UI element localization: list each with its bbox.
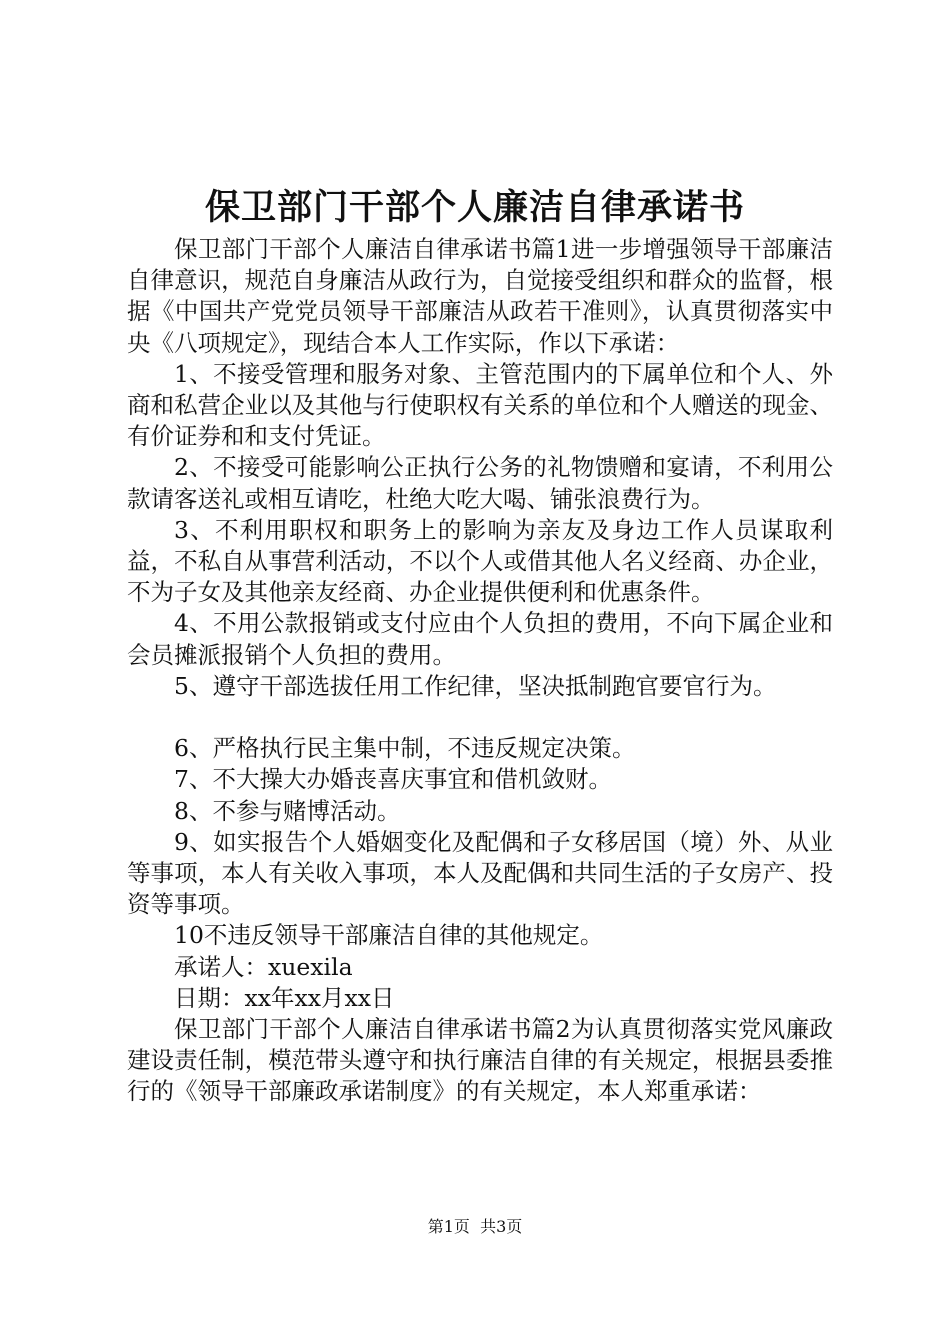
paragraph-part-2-intro: 保卫部门干部个人廉洁自律承诺书篇2为认真贯彻落实党风廉政建设责任制，模范带头遵守和执行廉洁自律的有关规定，根据县委推行的《领导干部廉政承诺制度》的有关规定，本人郑重承诺： <box>127 1015 833 1106</box>
paragraph-intro: 保卫部门干部个人廉洁自律承诺书篇1进一步增强领导干部廉洁自律意识，规范自身廉洁从政行为，自觉接受组织和群众的监督，根据《中国共产党党员领导干部廉洁从政若干准则》，认真贯彻落实中央《八项规定》，现结合本人工作实际，作以下承诺： <box>127 235 833 357</box>
paragraph-item-7: 7、不大操大办婚丧喜庆事宜和借机敛财。 <box>174 765 612 794</box>
paragraph-item-5: 5、遵守干部选拔任用工作纪律，坚决抵制跑官要官行为。 <box>174 671 777 700</box>
paragraph-item-6: 6、严格执行民主集中制，不违反规定决策。 <box>174 734 636 763</box>
paragraph-item-3: 3、不利用职权和职务上的影响为亲友及身边工作人员谋取利益，不私自从事营利活动，不以个人或借其他人名义经商、办企业，不为子女及其他亲友经商、办企业提供便利和优惠条件。 <box>127 515 833 607</box>
document-title: 保卫部门干部个人廉洁自律承诺书 <box>204 187 745 228</box>
paragraph-item-4: 4、不用公款报销或支付应由个人负担的费用，不向下属企业和会员摊派报销个人负担的费用。 <box>127 609 833 669</box>
paragraph-item-10: 10不违反领导干部廉洁自律的其他规定。 <box>174 921 604 950</box>
date-line: 日期：xx年xx月xx日 <box>174 983 395 1012</box>
paragraph-item-9: 9、如实报告个人婚姻变化及配偶和子女移居国（境）外、从业等事项，本人有关收入事项，本人及配偶和共同生活的子女房产、投资等事项。 <box>127 827 833 919</box>
page-total: 共3页 <box>480 1217 523 1236</box>
page-footer <box>0 1216 950 1238</box>
paragraph-item-8: 8、不参与赌博活动。 <box>174 796 401 825</box>
paragraph-item-1: 1、不接受管理和服务对象、主管范围内的下属单位和个人、外商和私营企业以及其他与行使职权有关系的单位和个人赠送的现金、有价证券和和支付凭证。 <box>127 359 833 451</box>
document-body <box>127 234 833 1108</box>
page-number: 第1页 <box>427 1217 470 1236</box>
signer-line: 承诺人：xuexila <box>174 952 353 981</box>
footer-separator <box>470 1217 480 1236</box>
paragraph-item-2: 2、不接受可能影响公正执行公务的礼物馈赠和宴请，不利用公款请客送礼或相互请吃，杜绝大吃大喝、铺张浪费行为。 <box>127 453 833 513</box>
blank-line <box>127 702 833 733</box>
